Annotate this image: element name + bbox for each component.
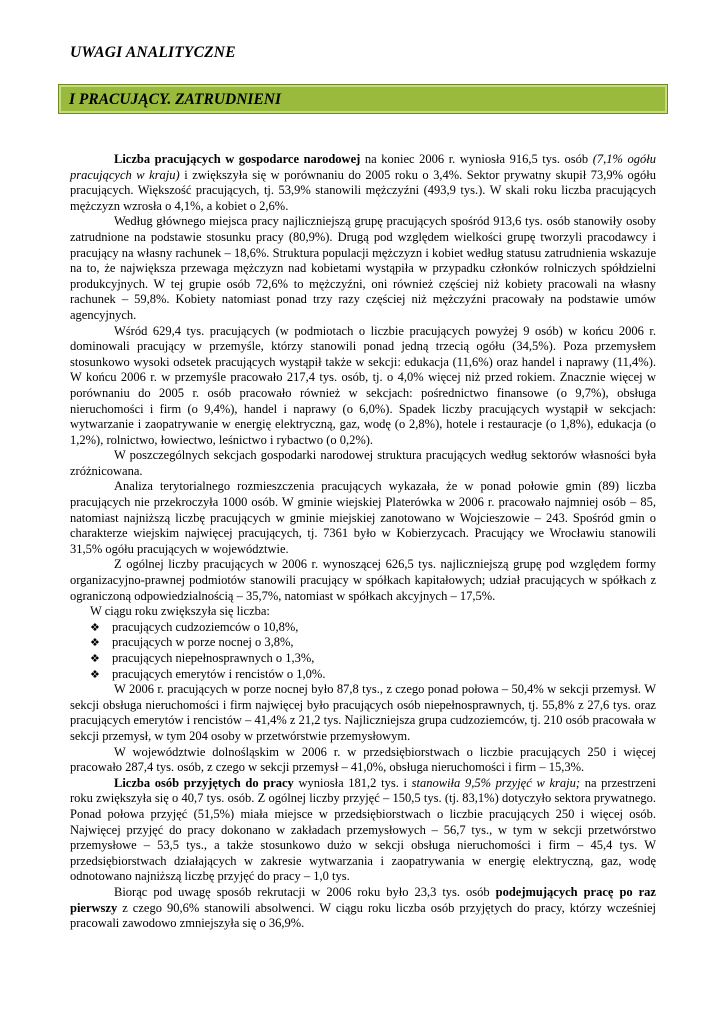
list-item-text: pracujących cudzoziemców o 10,8%, [112,619,299,634]
list-item [70,635,656,651]
increase-list [70,620,656,682]
body-text [70,152,656,932]
bold-term: podejmujących pracę po raz pierwszy [70,884,656,915]
paragraph-text: Biorąc pod uwagę sposób rekrutacji w 2006 roku było 23,3 tys. osób [114,884,496,899]
list-item [70,620,656,636]
section-title: I PRACUJĄCY. ZATRUDNIENI [69,91,282,108]
paragraph-first-job [70,885,656,932]
paragraph-text: na koniec 2006 r. wyniosła 916,5 tys. osób [360,152,593,166]
paragraph-legal-form: Z ogólnej liczby pracujących w 2006 r. wynoszącej 626,5 tys. najliczniejszą grupę pod względem formy organizacyjno-prawnej podmiotów stanowili pracujący w spółkach kapitałowych; udział pracujących w spółkach z ograniczoną odpowiedzialnością – 35,7%, natomiast w spółkach akcyjnych – 17,5%. [70,557,656,603]
paragraph-sections: Wśród 629,4 tys. pracujących (w podmiotach o liczbie pracujących powyżej 9 osób) w końcu 2006 r. dominowali pracujący w przemyśle, którzy stanowili ponad jedną trzecią ogółu (34,5%). Poza przemysłem stosunkowo wysoki odsetek pracujących wystąpił także w sekcji: edukacja (11,6%) oraz handel i naprawy (11,4%). W końcu 2006 r. w przemyśle pracowało 217,4 tys. osób, tj. o 4,0% więcej niż przed rokiem. Znacznie więcej w porównaniu do 2005 r. osób pracowało również w sekcjach: pośrednictwo finansowe (o 9,7%), obsługa nieruchomości i firm (o 9,4%), handel i naprawy (o 6,0%). Spadek liczby pracujących wystąpił w sekcjach: wytwarzanie i zaopatrywanie w energię elektryczną, gaz, wodę (o 2,8%), hotele i restauracje (o 1,8%), edukacja (o 1,2%), rolnictwo, łowiectwo, leśnictwo i rybactwo (o 0,2%). [70,323,656,447]
italic-note: (7,1% ogółu pracujących w kraju) [70,152,656,182]
paragraph-text: wyniosła 181,2 tys. i [293,775,412,790]
paragraph-text: na przestrzeni roku zwiększyła się o 40,7 tys. osób. Z ogólnej liczby przyjęć – 150,5 tys. (tj. 83,1%) dotyczyło sektora prywatnego. Ponad połowa przyjęć (51,5%) miała miejsce w przedsiębiorstwach o liczbie pracujących 250 i więcej osób. Najwięcej przyjęć do pracy dokonano w zakładach przemysłowych – 56,7 tys., w tym w sekcji przetwórstwo przemysłowe – 53,5 tys., a także stosunkowo dużo w sekcji obsługa nieruchomości i firm – 45,4 tys. W przedsiębiorstwach działających w zakresie wytwarzania i zaopatrywania w energię elektryczną, gaz, wodę odnotowano najniższą liczbę przyjęć do pracy – 1,0 tys. [70,775,656,884]
paragraph-text: z czego 90,6% stanowili absolwenci. W ciągu roku liczba osób przyjętych do pracy, którzy wcześniej pracowali zawodowo zmniejszyła się o 36,9%. [70,900,656,931]
paragraph-increase-intro: W ciągu roku zwiększyła się liczba: [90,604,270,619]
diamond-bullet-icon: ❖ [90,620,100,634]
diamond-bullet-icon: ❖ [90,667,100,681]
paragraph-large-enterprises: W województwie dolnośląskim w 2006 r. w przedsiębiorstwach o liczbie pracujących 250 i więcej pracowało 287,4 tys. osób, z czego w sekcji przemysł – 41,0%, obsługa nieruchomości i firm – 15,3%. [70,744,656,775]
paragraph-ownership: W poszczególnych sekcjach gospodarki narodowej struktura pracujących według sektorów własności była zróżnicowana. [70,448,656,478]
list-item-text: pracujących w porze nocnej o 3,8%, [112,635,294,650]
diamond-bullet-icon: ❖ [90,652,100,665]
paragraph-text: i zwiększyła się w porównaniu do 2005 roku o 3,4%. Sektor prywatny skupił 73,9% ogółu pracujących. Większość pracujących, tj. 53,9% stanowili mężczyźni (493,9 tys.). W skali roku liczba pracujących mężczyzn wzrosła o 4,1%, a kobiet o 2,6%. [70,167,657,213]
bold-term: Liczba pracujących w gospodarce narodowej [114,152,361,166]
list-item [70,667,656,683]
list-item-text: pracujących emerytów i rencistów o 1,0%. [112,666,326,681]
document-title: UWAGI ANALITYCZNE [70,44,236,61]
section-banner [58,84,668,114]
bold-term: Liczba osób przyjętych do pracy [114,775,294,790]
paragraph-employment [70,152,656,214]
paragraph-territorial: Analiza terytorialnego rozmieszczenia pracujących wykazała, że w ponad połowie gmin (89) liczba pracujących nie przekroczyła 1000 osób. W gminie wiejskiej Platerówka w 2006 r. pracowało najmniej osób – 85, natomiast najniższą liczbę pracujących w gminie miejskiej zanotowano w Wojcieszowie – 243. Spośród gmin o charakterze wiejskim najwięcej pracujących, tj. 7361 było w Kobierzycach. Pracujący we Wrocławiu stanowili 31,5% ogółu pracujących w województwie. [70,479,656,556]
paragraph-night-work: W 2006 r. pracujących w porze nocnej było 87,8 tys., z czego ponad połowa – 50,4% w sekcji przemysł. W sekcji obsługa nieruchomości i firm najwięcej było pracujących osób niepełnosprawnych, tj. 55,8% z 27,6 tys. oraz pracujących emerytów i rencistów – 41,4% z 21,2 tys. Najliczniejsza grupa cudzoziemców, tj. 210 osób pracowała w sekcji przemysł, w tym 204 osoby w przetwórstwie przemysłowym. [70,682,656,743]
list-item [70,651,656,667]
paragraph-work-status: Według głównego miejsca pracy najliczniejszą grupę pracujących spośród 913,6 tys. osób stanowiły osoby zatrudnione na podstawie stosunku pracy (80,9%). Drugą pod względem wielkości grupę tworzyli pracodawcy i pracujący na własny rachunek – 18,6%. Struktura populacji mężczyzn i kobiet według statusu zatrudnienia wskazuje na to, że największa przewaga mężczyzn nad kobietami wystąpiła w przypadku członków rolniczych spółdzielni produkcyjnych. W tej grupie osób 72,6% to mężczyźni, oni również częściej niż kobiety pracowali na własny rachunek – 59,8%. Kobiety natomiast ponad trzy razy częściej niż mężczyźni pracowały na podstawie umów agencyjnych. [70,214,656,322]
paragraph-hired [70,776,656,885]
diamond-bullet-icon: ❖ [90,636,100,650]
italic-note: stanowiła 9,5% przyjęć w kraju; [411,775,581,790]
list-item-text: pracujących niepełnosprawnych o 1,3%, [112,651,315,665]
